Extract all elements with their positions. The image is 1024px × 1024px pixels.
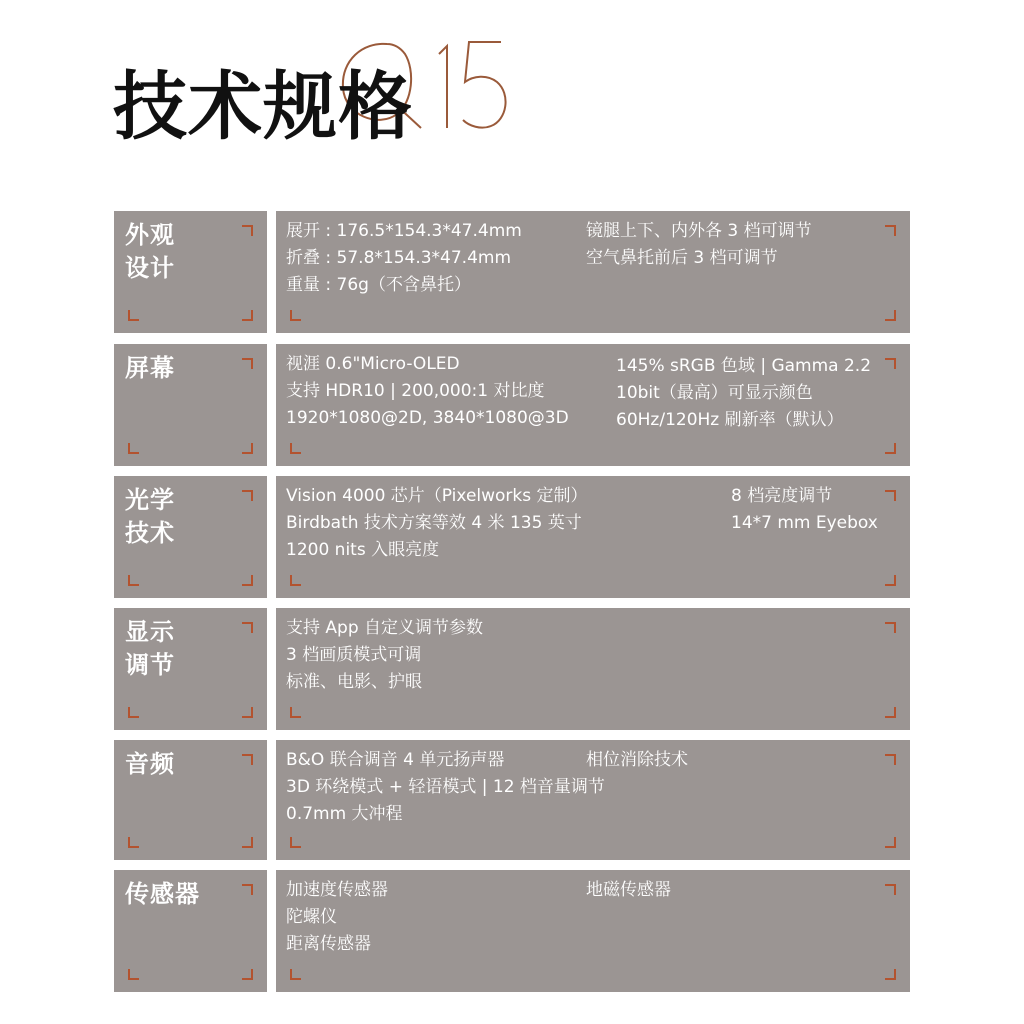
page-title: 技术规格: [113, 64, 413, 150]
spec-column-left: [286, 483, 588, 564]
corner-mark: [128, 443, 139, 454]
spec-line: 重量 : 76g（不含鼻托）: [286, 275, 471, 295]
section-content-box: [276, 740, 910, 860]
spec-line: 视涯 0.6"Micro-OLED: [286, 354, 460, 374]
corner-mark: [242, 490, 253, 501]
section-content-box: [276, 211, 910, 333]
spec-column-right: [616, 353, 871, 434]
section-label-box: [114, 608, 267, 730]
spec-line: 1920*1080@2D, 3840*1080@3D: [286, 408, 569, 428]
spec-row-screen: [114, 344, 910, 466]
spec-line: 60Hz/120Hz 刷新率（默认）: [616, 410, 844, 430]
corner-mark: [885, 969, 896, 980]
corner-mark: [242, 358, 253, 369]
corner-mark: [242, 707, 253, 718]
spec-column-right: [586, 218, 812, 272]
corner-mark: [290, 969, 301, 980]
section-label: 光学: [125, 486, 175, 514]
corner-mark: [242, 884, 253, 895]
corner-mark: [885, 754, 896, 765]
corner-mark: [242, 622, 253, 633]
spec-line: B&O 联合调音 4 单元扬声器: [286, 750, 505, 770]
spec-column-left: [286, 218, 522, 299]
spec-line: 支持 HDR10 | 200,000:1 对比度: [286, 381, 545, 401]
corner-mark: [885, 622, 896, 633]
corner-mark: [885, 837, 896, 848]
corner-mark: [290, 707, 301, 718]
corner-mark: [290, 575, 301, 586]
spec-line: 陀螺仪: [286, 907, 337, 927]
corner-mark: [885, 358, 896, 369]
section-label: 音频: [125, 750, 175, 778]
corner-mark: [242, 969, 253, 980]
corner-mark: [885, 884, 896, 895]
corner-mark: [242, 225, 253, 236]
spec-line: 14*7 mm Eyebox: [731, 513, 878, 533]
spec-column-left: [286, 747, 605, 828]
corner-mark: [885, 443, 896, 454]
section-label-box: [114, 870, 267, 992]
spec-row-optics: [114, 476, 910, 598]
spec-line: Vision 4000 芯片（Pixelworks 定制）: [286, 486, 588, 506]
corner-mark: [128, 969, 139, 980]
section-label-box: [114, 740, 267, 860]
spec-column-left: [286, 351, 569, 432]
spec-line: 镜腿上下、内外各 3 档可调节: [586, 221, 812, 241]
section-label: 屏幕: [125, 354, 175, 382]
corner-mark: [242, 575, 253, 586]
spec-line: 0.7mm 大冲程: [286, 804, 403, 824]
spec-line: 支持 App 自定义调节参数: [286, 618, 484, 638]
corner-mark: [128, 837, 139, 848]
spec-row-appearance: [114, 211, 910, 333]
spec-column-left: [286, 615, 483, 696]
spec-row-audio: [114, 740, 910, 860]
section-content-box: [276, 476, 910, 598]
spec-line: 3 档画质模式可调: [286, 645, 422, 665]
section-label: 外观: [125, 221, 175, 249]
corner-mark: [128, 575, 139, 586]
section-label-box: [114, 344, 267, 466]
section-label: 技术: [125, 519, 175, 547]
corner-mark: [242, 310, 253, 321]
corner-mark: [885, 575, 896, 586]
spec-line: 1200 nits 入眼亮度: [286, 540, 440, 560]
spec-column-right: [731, 483, 878, 537]
spec-line: 相位消除技术: [586, 750, 688, 770]
spec-line: 距离传感器: [286, 934, 371, 954]
spec-row-sensors: [114, 870, 910, 992]
section-label-box: [114, 476, 267, 598]
spec-line: 145% sRGB 色域 | Gamma 2.2: [616, 356, 872, 376]
spec-column-right: [586, 877, 671, 904]
spec-line: Birdbath 技术方案等效 4 米 135 英寸: [286, 513, 582, 533]
corner-mark: [128, 310, 139, 321]
spec-row-display-adjust: [114, 608, 910, 730]
corner-mark: [885, 310, 896, 321]
spec-line: 折叠 : 57.8*154.3*47.4mm: [286, 248, 512, 268]
corner-mark: [128, 707, 139, 718]
section-label: 设计: [125, 254, 175, 282]
spec-line: 10bit（最高）可显示颜色: [616, 383, 813, 403]
section-content-box: [276, 344, 910, 466]
section-content-box: [276, 608, 910, 730]
spec-line: 展开 : 176.5*154.3*47.4mm: [286, 221, 522, 241]
corner-mark: [885, 707, 896, 718]
corner-mark: [885, 490, 896, 501]
section-label: 传感器: [125, 880, 200, 908]
corner-mark: [290, 837, 301, 848]
spec-column-left: [286, 877, 388, 958]
corner-mark: [290, 443, 301, 454]
corner-mark: [242, 443, 253, 454]
section-label: 显示: [125, 618, 175, 646]
corner-mark: [242, 837, 253, 848]
spec-line: 3D 环绕模式 + 轻语模式 | 12 档音量调节: [286, 777, 605, 797]
spec-line: 标准、电影、护眼: [286, 672, 422, 692]
section-label-box: [114, 211, 267, 333]
spec-line: 空气鼻托前后 3 档可调节: [586, 248, 778, 268]
spec-line: 地磁传感器: [586, 880, 671, 900]
section-content-box: [276, 870, 910, 992]
section-label: 调节: [125, 651, 175, 679]
corner-mark: [885, 225, 896, 236]
spec-line: 8 档亮度调节: [731, 486, 833, 506]
corner-mark: [242, 754, 253, 765]
spec-line: 加速度传感器: [286, 880, 388, 900]
corner-mark: [290, 310, 301, 321]
spec-column-right: [586, 747, 688, 774]
